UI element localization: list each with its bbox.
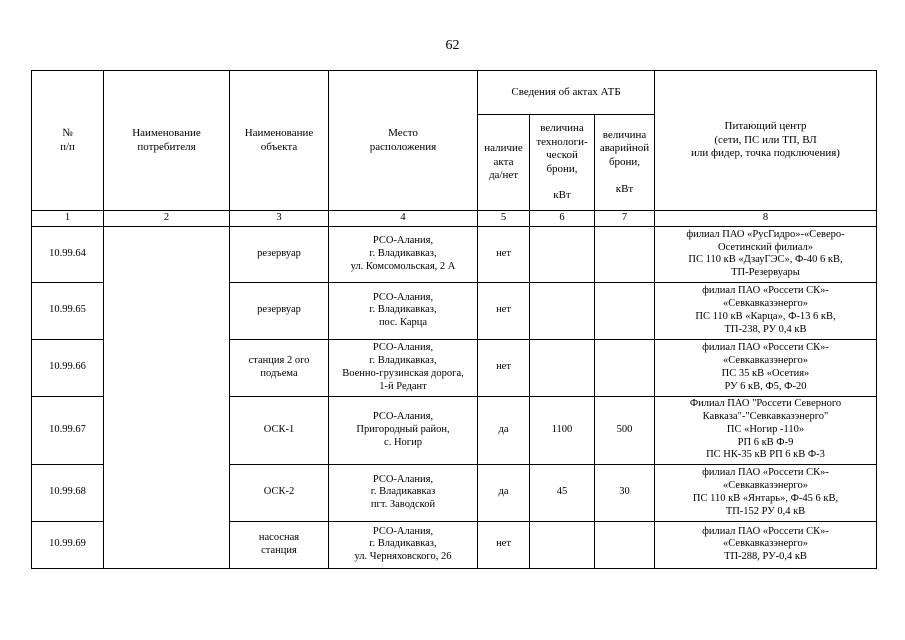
row-number: 10.99.64: [32, 226, 104, 282]
header-location: Место расположения: [329, 71, 478, 211]
power-center: филиал ПАО «Россети СК»- «Севкавказэнерго» ПС 110 кВ «Янтарь», Ф-45 6 кВ, ТП-152 РУ 0,4 кВ: [655, 464, 877, 521]
power-center: филиал ПАО «Россети СК»- «Севкавказэнерго» ПС 110 кВ «Карца», Ф-13 6 кВ, ТП-238, РУ 0,4 кВ: [655, 282, 877, 339]
emergency-reserve: [595, 282, 655, 339]
power-center: филиал ПАО «Россети СК»- «Севкавказэнерго» ТП-288, РУ-0,4 кВ: [655, 521, 877, 568]
row-number: 10.99.66: [32, 339, 104, 396]
row-number: 10.99.65: [32, 282, 104, 339]
object-name: резервуар: [230, 282, 329, 339]
location: РСО-Алания, Пригородный район, с. Ногир: [329, 396, 478, 464]
tech-reserve: [530, 339, 595, 396]
header-atb-group: Сведения об актах АТБ: [478, 71, 655, 115]
header-consumer: Наименование потребителя: [104, 71, 230, 211]
column-number: 8: [655, 211, 877, 227]
header-tech-reserve: величина технологи- ческой брони, кВт: [530, 115, 595, 211]
tech-reserve: [530, 282, 595, 339]
emergency-reserve: [595, 521, 655, 568]
emergency-reserve: [595, 339, 655, 396]
object-name: станция 2 ого подъема: [230, 339, 329, 396]
emergency-reserve: 500: [595, 396, 655, 464]
row-number: 10.99.68: [32, 464, 104, 521]
tech-reserve: 45: [530, 464, 595, 521]
consumers-table: [31, 70, 877, 569]
column-number: 4: [329, 211, 478, 227]
header-emergency-reserve: величина аварийной брони, кВт: [595, 115, 655, 211]
header-power-center: Питающий центр (сети, ПС или ТП, ВЛ или фидер, точка подключения): [655, 71, 877, 211]
header-act-present: наличие акта да/нет: [478, 115, 530, 211]
act-present: нет: [478, 521, 530, 568]
act-present: нет: [478, 226, 530, 282]
page-number: 62: [445, 38, 460, 53]
object-name: резервуар: [230, 226, 329, 282]
header-number: № п/п: [32, 71, 104, 211]
emergency-reserve: 30: [595, 464, 655, 521]
column-number: 3: [230, 211, 329, 227]
act-present: нет: [478, 282, 530, 339]
act-present: нет: [478, 339, 530, 396]
power-center: Филиал ПАО "Россети Северного Кавказа"-"Севкавказэнерго" ПС «Ногир -110» РП 6 кВ Ф-9 ПС НК-35 кВ РП 6 кВ Ф-3: [655, 396, 877, 464]
act-present: да: [478, 396, 530, 464]
location: РСО-Алания, г. Владикавказ пгт. Заводской: [329, 464, 478, 521]
consumer-name-cell: [104, 226, 230, 568]
row-number: 10.99.69: [32, 521, 104, 568]
object-name: ОСК-1: [230, 396, 329, 464]
row-number: 10.99.67: [32, 396, 104, 464]
tech-reserve: [530, 226, 595, 282]
table-row: [32, 226, 877, 282]
emergency-reserve: [595, 226, 655, 282]
column-number: 5: [478, 211, 530, 227]
column-number: 2: [104, 211, 230, 227]
column-number: 6: [530, 211, 595, 227]
object-name: ОСК-2: [230, 464, 329, 521]
object-name: насосная станция: [230, 521, 329, 568]
location: РСО-Алания, г. Владикавказ, Военно-грузинская дорога, 1-й Редант: [329, 339, 478, 396]
location: РСО-Алания, г. Владикавказ, ул. Комсомольская, 2 А: [329, 226, 478, 282]
tech-reserve: 1100: [530, 396, 595, 464]
column-number: 7: [595, 211, 655, 227]
power-center: филиал ПАО «Россети СК»- «Севкавказэнерго» ПС 35 кВ «Осетия» РУ 6 кВ, Ф5, Ф-20: [655, 339, 877, 396]
power-center: филиал ПАО «РусГидро»-«Северо- Осетинский филиал» ПС 110 кВ «ДзауГЭС», Ф-40 6 кВ, ТП-Резервуары: [655, 226, 877, 282]
location: РСО-Алания, г. Владикавказ, ул. Черняховского, 26: [329, 521, 478, 568]
tech-reserve: [530, 521, 595, 568]
act-present: да: [478, 464, 530, 521]
location: РСО-Алания, г. Владикавказ, пос. Карца: [329, 282, 478, 339]
header-object: Наименование объекта: [230, 71, 329, 211]
column-number: 1: [32, 211, 104, 227]
